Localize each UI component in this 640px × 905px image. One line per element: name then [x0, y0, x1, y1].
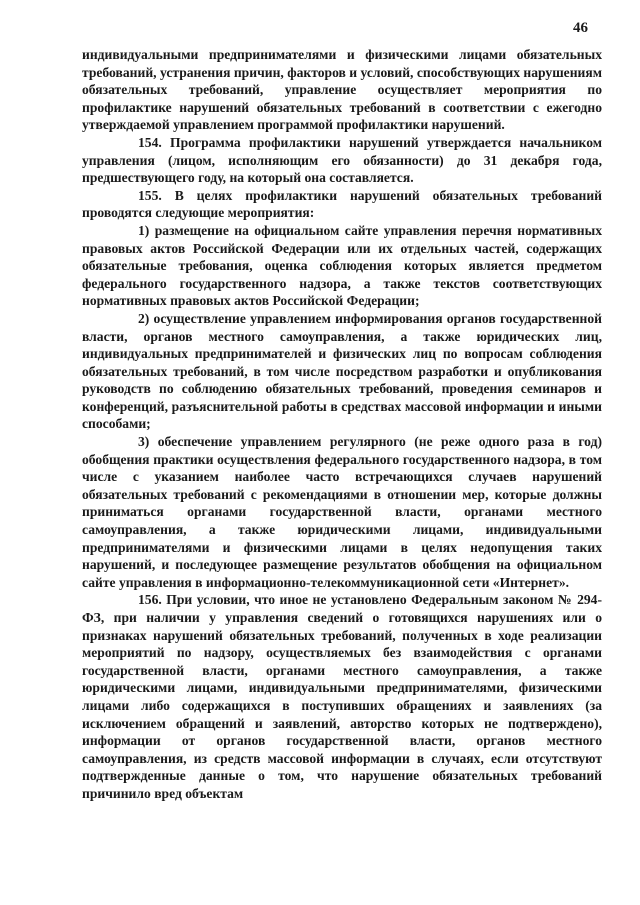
paragraph-154: 154. Программа профилактики нарушений утверждается начальником управления (лицом, исполняющим его обязанности) до 31 декабря года, предшествующего году, на который она составляется.	[82, 134, 602, 186]
list-item-3: 3) обеспечение управлением регулярного (не реже одного раза в год) обобщения практики осуществления федерального государственного надзора, в том числе с указанием наиболее часто встречающихся случаев нарушений обязательных требований с рекомендациями в отношении мер, которые должны приниматься органами государственной власти, органами местного самоуправления, а также юридическими лицами, индивидуальными предпринимателями и физическими лицами в целях недопущения таких нарушений, и последующее размещение результатов обобщения на официальном сайте управления в информационно-телекоммуникационной сети «Интернет».	[82, 434, 602, 590]
page-number: 46	[573, 20, 588, 36]
list-item-1: 1) размещение на официальном сайте управления перечня нормативных правовых актов Российской Федерации или их отдельных частей, содержащих обязательные требования, оценка соблюдения которых является предметом федерального государственного надзора, а также текстов соответствующих нормативных правовых актов Российской Федерации;	[82, 222, 602, 309]
list-item-2: 2) осуществление управлением информирования органов государственной власти, органов местного самоуправления, а также юридических лиц, индивидуальных предпринимателей и физических лиц по вопросам соблюдения обязательных требований, в том числе посредством разработки и опубликования руководств по соблюдению обязательных требований, проведения семинаров и конференций, разъяснительной работы в средствах массовой информации и иными способами;	[82, 310, 602, 432]
document-body	[82, 46, 602, 803]
paragraph-continuation: индивидуальными предпринимателями и физическими лицами обязательных требований, устранения причин, факторов и условий, способствующих нарушениям обязательных требований, управление осуществляет мероприятия по профилактике нарушений обязательных требований в соответствии с ежегодно утверждаемой управлением программой профилактики нарушений.	[82, 47, 602, 133]
paragraph-155: 155. В целях профилактики нарушений обязательных требований проводятся следующие мероприятия:	[82, 187, 602, 221]
paragraph-156: 156. При условии, что иное не установлено Федеральным законом № 294-ФЗ, при наличии у управления сведений о готовящихся нарушениях или о признаках нарушений обязательных требований, полученных в ходе реализации мероприятий по надзору, осуществляемых без взаимодействия с органами государственной власти, органами местного самоуправления, а также юридическими лицами, индивидуальными предпринимателями, физическими лицами либо содержащихся в поступивших обращениях и заявлениях (за исключением обращений и заявлений, авторство которых не подтверждено), информации от органов государственной власти, органов местного самоуправления, из средств массовой информации в случаях, если отсутствуют подтвержденные данные о том, что нарушение обязательных требований причинило вред объектам	[82, 592, 602, 801]
